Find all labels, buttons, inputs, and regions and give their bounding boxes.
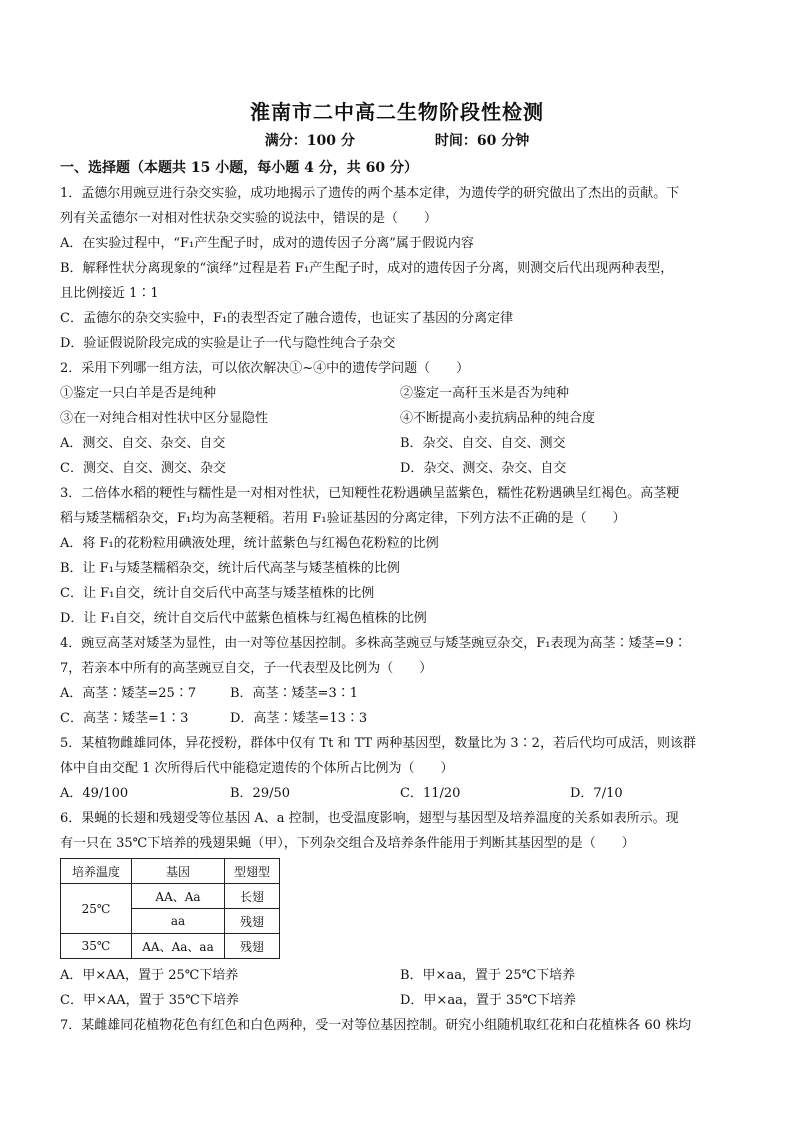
question-stem: 有一只在 35℃下培养的残翅果蝇（甲），下列杂交组合及培养条件能用于判断其基因型的是（ ）	[60, 836, 635, 851]
table-row	[61, 934, 280, 959]
options-row	[60, 781, 740, 806]
option-d: D．高茎∶矮茎=13∶3	[230, 711, 368, 726]
section-heading: 一、选择题（本题共 15 小题，每小题 4 分，共 60 分）	[60, 160, 418, 176]
question-stem: 6．果蝇的长翅和残翅受等位基因 A、a 控制，也受温度影响，翅型与基因型及培养温度的关系如表所示。现	[60, 811, 679, 826]
table-cell: 残翅	[225, 909, 280, 934]
table-cell: AA、Aa	[132, 884, 225, 909]
options-row	[60, 706, 740, 731]
exam-time: 时间：60 分钟	[434, 133, 530, 149]
question-7	[60, 1013, 740, 1038]
option-c: C．测交、自交、测交、杂交	[60, 461, 226, 476]
option-c: C．让 F₁自交，统计自交后代中高茎与矮茎植株的比例	[60, 586, 375, 601]
genotype-table	[60, 858, 280, 959]
option-b: B．解释性状分离现象的“演绎”过程是若 F₁产生配子时，成对的遗传因子分离，则测交后代出现两种表型，	[60, 261, 674, 276]
question-3	[60, 481, 740, 631]
question-stem: 体中自由交配 1 次所得后代中能稳定遗传的个体所占比例为（ ）	[60, 761, 454, 776]
options-row	[60, 988, 740, 1013]
table-cell: 长翅	[225, 884, 280, 909]
page-title: 淮南市二中高二生物阶段性检测	[250, 100, 544, 124]
question-stem: 列有关孟德尔一对相对性状杂交实验的说法中，错误的是（ ）	[60, 211, 438, 226]
option-a: A．高茎∶矮茎=25∶7	[60, 686, 197, 701]
question-5	[60, 731, 740, 806]
option-a: A．在实验过程中，“F₁产生配子时，成对的遗传因子分离”属于假说内容	[60, 236, 474, 251]
options-row	[60, 681, 740, 706]
option-a: A．将 F₁的花粉粒用碘液处理，统计蓝紫色与红褐色花粉粒的比例	[60, 536, 439, 551]
option-a: A．甲×AA，置于 25℃下培养	[60, 968, 239, 983]
question-stem: 7．某雌雄同花植物花色有红色和白色两种，受一对等位基因控制。研究小组随机取红花和白花植株各 60 株均	[60, 1018, 692, 1033]
question-4	[60, 631, 740, 731]
full-score: 满分：100 分	[264, 133, 355, 149]
option-b: 且比例接近 1∶1	[60, 286, 159, 301]
exam-info	[0, 130, 794, 150]
option-b: B．甲×aa，置于 25℃下培养	[400, 968, 576, 983]
problem-2: ②鉴定一高秆玉米是否为纯种	[400, 386, 570, 401]
question-stem: 稻与矮茎糯稻杂交，F₁均为高茎粳稻。若用 F₁验证基因的分离定律，下列方法不正确的是（ ）	[60, 511, 626, 526]
problem-4: ④不断提高小麦抗病品种的纯合度	[400, 411, 596, 426]
table-row	[61, 884, 280, 909]
option-a: A．测交、自交、杂交、自交	[60, 436, 226, 451]
option-b: B．高茎∶矮茎=3∶1	[230, 686, 358, 701]
option-c: C．11/20	[400, 786, 461, 801]
table-header: 基因	[132, 859, 225, 884]
question-stem: 1．孟德尔用豌豆进行杂交实验，成功地揭示了遗传的两个基本定律，为遗传学的研究做出了杰出的贡献。下	[60, 186, 680, 201]
option-d: D．杂交、测交、杂交、自交	[400, 461, 567, 476]
option-c: C．甲×AA，置于 35℃下培养	[60, 993, 239, 1008]
option-a: A．49/100	[60, 786, 129, 801]
table-header: 型翅型	[225, 859, 280, 884]
option-d: D．甲×aa，置于 35℃下培养	[400, 993, 577, 1008]
question-2	[60, 356, 740, 481]
option-d: D．验证假说阶段完成的实验是让子一代与隐性纯合子杂交	[60, 336, 396, 351]
table-cell: 25℃	[61, 884, 132, 934]
question-stem: 7，若亲本中所有的高茎豌豆自交，子一代表型及比例为（ ）	[60, 661, 433, 676]
table-header: 培养温度	[61, 859, 132, 884]
table-cell: aa	[132, 909, 225, 934]
option-b: B．杂交、自交、自交、测交	[400, 436, 566, 451]
problem-3: ③在一对纯合相对性状中区分显隐性	[60, 411, 269, 426]
option-b: B．29/50	[230, 786, 291, 801]
questions-container	[60, 156, 740, 1038]
options-row	[60, 456, 740, 481]
question-stem: 5．某植物雌雄同体，异花授粉，群体中仅有 Tt 和 TT 两种基因型，数量比为 3∶2，若后代均可成活，则该群	[60, 736, 696, 751]
options-row	[60, 431, 740, 456]
problem-row	[60, 406, 740, 431]
problem-row	[60, 381, 740, 406]
table-cell: 残翅	[225, 934, 280, 959]
option-c: C．高茎∶矮茎=1∶3	[60, 711, 189, 726]
table-header-row	[61, 859, 280, 884]
option-b: B．让 F₁与矮茎糯稻杂交，统计后代高茎与矮茎植株的比例	[60, 561, 400, 576]
question-6	[60, 806, 740, 1013]
option-d: D．7/10	[570, 786, 623, 801]
table-cell: AA、Aa、aa	[132, 934, 225, 959]
option-c: C．孟德尔的杂交实验中，F₁的表型否定了融合遗传，也证实了基因的分离定律	[60, 311, 514, 326]
question-stem: 2．采用下列哪一组方法，可以依次解决①~④中的遗传学问题（ ）	[60, 361, 470, 376]
question-stem: 4．豌豆高茎对矮茎为显性，由一对等位基因控制。多株高茎豌豆与矮茎豌豆杂交，F₁表现为高茎∶矮茎=9∶	[60, 636, 687, 651]
options-row	[60, 963, 740, 988]
question-stem: 3．二倍体水稻的粳性与糯性是一对相对性状，已知粳性花粉遇碘呈蓝紫色，糯性花粉遇碘呈红褐色。高茎粳	[60, 486, 680, 501]
table-cell: 35℃	[61, 934, 132, 959]
problem-1: ①鉴定一只白羊是否是纯种	[60, 386, 217, 401]
question-1	[60, 181, 740, 356]
option-d: D．让 F₁自交，统计自交后代中蓝紫色植株与红褐色植株的比例	[60, 611, 427, 626]
